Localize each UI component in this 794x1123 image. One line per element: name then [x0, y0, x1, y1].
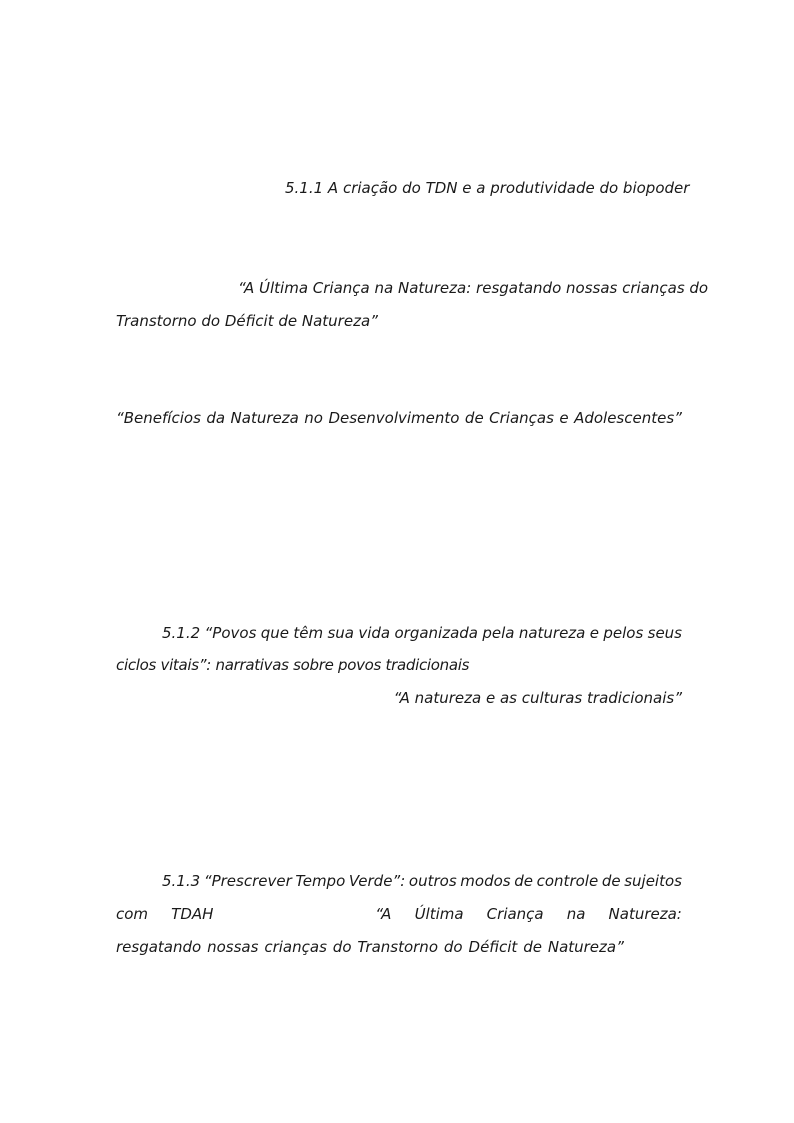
word: no [304, 409, 323, 427]
word: do [332, 938, 352, 956]
word: de [514, 872, 533, 890]
word: “Benefícios [116, 409, 201, 427]
word: na [566, 905, 586, 923]
word: Natureza” [547, 938, 624, 956]
word: natureza [518, 624, 586, 642]
word: 5.1.2 [162, 624, 201, 642]
word: controle [536, 872, 599, 890]
word: Crianças [489, 409, 554, 427]
quote-title-line-2: Transtorno do Déficit de Natureza” [116, 312, 378, 330]
word: Adolescentes” [574, 409, 682, 427]
section-heading-5-1-2-line-2: ciclos vitais”: narrativas sobre povos tradicionais [116, 656, 470, 674]
word: da [206, 409, 226, 427]
word: de [523, 938, 542, 956]
word: e [589, 624, 599, 642]
word: Criança [486, 905, 544, 923]
word: sua [327, 624, 354, 642]
section-5-1-3-line-2 [116, 904, 682, 924]
word: outros [408, 872, 457, 890]
word: Transtorno [357, 938, 438, 956]
word: de [464, 409, 484, 427]
word: com [116, 905, 149, 923]
section-heading-5-1-3 [162, 871, 682, 891]
word: Desenvolvimento [328, 409, 460, 427]
word: “A [375, 905, 392, 923]
section-heading-5-1-1: 5.1.1 A criação do TDN e a produtividade do biopoder [285, 179, 690, 197]
word: que [260, 624, 290, 642]
quote-title-beneficios [116, 408, 682, 428]
word: Natureza [230, 409, 299, 427]
word: do [443, 938, 463, 956]
word: organizada [394, 624, 478, 642]
quote-title-culturas: “A natureza e as culturas tradicionais” [393, 689, 682, 707]
quote-title-line-1: “A Última Criança na Natureza: resgatando nossas crianças do [238, 279, 709, 297]
word: e [559, 409, 569, 427]
word: Última [414, 905, 464, 923]
word: crianças [264, 938, 327, 956]
word: nossas [207, 938, 259, 956]
word: modos [460, 872, 511, 890]
word: “Prescrever [203, 872, 292, 890]
word: Verde”: [348, 872, 406, 890]
word: seus [647, 624, 682, 642]
word: Natureza: [608, 905, 682, 923]
word: têm [293, 624, 324, 642]
word: de [601, 872, 621, 890]
word: “Povos [204, 624, 257, 642]
word: resgatando [116, 938, 202, 956]
word: vida [358, 624, 391, 642]
section-heading-5-1-2 [162, 623, 682, 643]
word: pelos [603, 624, 644, 642]
word: TDAH [171, 905, 214, 923]
word: pela [482, 624, 515, 642]
word: sujeitos [624, 872, 682, 890]
word: 5.1.3 [162, 872, 201, 890]
word: Déficit [468, 938, 518, 956]
section-5-1-3-line-3 [116, 937, 624, 957]
word: Tempo [295, 872, 346, 890]
